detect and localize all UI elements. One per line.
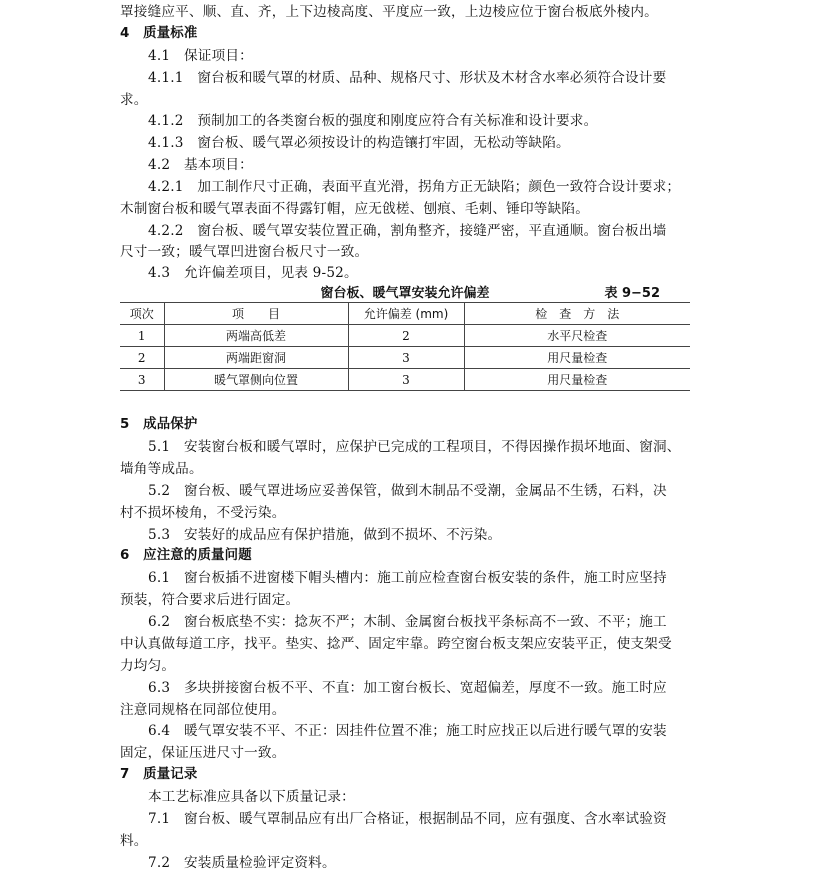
cell-method: 水平尺检查: [464, 325, 690, 347]
header-method: 检 查 方 法: [464, 303, 690, 325]
text-line: 5.1 安装窗台板和暖气罩时，应保护已完成的工程项目，不得因操作损坏地面、窗洞、: [148, 439, 681, 455]
text-line: 4.2 基本项目：: [148, 157, 253, 173]
table-title: 窗台板、暖气罩安装允许偏差: [320, 286, 490, 301]
text-line: 尺寸一致；暖气罩凹进窗台板尺寸一致。: [120, 244, 369, 260]
text-line: 4.1 保证项目：: [148, 48, 253, 64]
text-line: 7.2 安装质量检验评定资料。: [148, 855, 336, 871]
text-line: 木制窗台板和暖气罩表面不得露钉帽，应无戗槎、刨痕、毛刺、锤印等缺陷。: [120, 201, 589, 217]
text-line: 4.2.1 加工制作尺寸正确，表面平直光滑，拐角方正无缺陷；颜色一致符合设计要求；: [148, 179, 681, 195]
text-line: 注意同规格在同部位使用。: [120, 702, 286, 718]
section-heading: 6 应注意的质量问题: [120, 548, 252, 563]
text-line: 4.3 允许偏差项目，见表 9-52。: [148, 265, 358, 281]
text-line: 4.1.3 窗台板、暖气罩必须按设计的构造镶打牢固，无松动等缺陷。: [148, 135, 570, 151]
text-line: 本工艺标准应具备以下质量记录：: [148, 789, 355, 805]
text-line: 6.1 窗台板插不进窗楼下帽头槽内：施工前应检查窗台板安装的条件，施工时应坚持: [148, 570, 667, 586]
deviation-table: [120, 302, 690, 391]
text-line: 求。: [120, 92, 148, 108]
cell-index: 2: [120, 347, 164, 369]
cell-method: 用尺量检查: [464, 369, 690, 391]
table-row: [120, 325, 690, 347]
header-index: 项次: [120, 303, 164, 325]
table-caption: [120, 281, 690, 301]
text-line: 5.3 安装好的成品应有保护措施，做到不损坏、不污染。: [148, 527, 502, 543]
section-heading: 7 质量记录: [120, 767, 198, 782]
cell-tolerance: 3: [348, 347, 464, 369]
text-line: 6.2 窗台板底垫不实：捻灰不严；木制、金属窗台板找平条标高不一致、不平；施工: [148, 614, 667, 630]
table-row: [120, 369, 690, 391]
text-line: 4.1.2 预制加工的各类窗台板的强度和刚度应符合有关标准和设计要求。: [148, 113, 598, 129]
text-line: 预装，符合要求后进行固定。: [120, 592, 300, 608]
text-line: 6.4 暖气罩安装不平、不正：因挂件位置不准；施工时应找正以后进行暖气罩的安装: [148, 723, 667, 739]
table-row: [120, 347, 690, 369]
text-line: 料。: [120, 833, 148, 849]
header-item: 项 目: [164, 303, 348, 325]
table-header-row: [120, 303, 690, 325]
text-line: 力均匀。: [120, 658, 176, 674]
text-line: 罩接缝应平、顺、直、齐，上下边棱高度、平度应一致，上边棱应位于窗台板底外棱内。: [120, 4, 658, 20]
text-line: 固定，保证压进尺寸一致。: [120, 745, 286, 761]
text-line: 6.3 多块拼接窗台板不平、不直：加工窗台板长、宽超偏差，厚度不一致。施工时应: [148, 680, 667, 696]
cell-index: 3: [120, 369, 164, 391]
section-heading: 4 质量标准: [120, 26, 198, 41]
header-tolerance: 允许偏差 (mm): [348, 303, 464, 325]
text-line: 4.2.2 窗台板、暖气罩安装位置正确，割角整齐，接缝严密，平直通顺。窗台板出墙: [148, 223, 667, 239]
text-line: 墙角等成品。: [120, 461, 203, 477]
cell-item: 两端距窗洞: [164, 347, 348, 369]
text-line: 4.1.1 窗台板和暖气罩的材质、品种、规格尺寸、形状及木材含水率必须符合设计要: [148, 70, 667, 86]
cell-tolerance: 3: [348, 369, 464, 391]
section-heading: 5 成品保护: [120, 417, 198, 432]
cell-tolerance: 2: [348, 325, 464, 347]
cell-method: 用尺量检查: [464, 347, 690, 369]
text-line: 5.2 窗台板、暖气罩进场应妥善保管，做到木制品不受潮，金属品不生锈，石料，决: [148, 483, 667, 499]
cell-item: 暖气罩侧向位置: [164, 369, 348, 391]
cell-index: 1: [120, 325, 164, 347]
text-line: 中认真做每道工序，找平。垫实、捻严、固定牢靠。跨空窗台板支架应安装平正，使支架受: [120, 636, 672, 652]
cell-item: 两端高低差: [164, 325, 348, 347]
text-line: 村不损坏棱角，不受污染。: [120, 505, 286, 521]
table-number: 表 9−52: [604, 286, 660, 301]
text-line: 7.1 窗台板、暖气罩制品应有出厂合格证，根据制品不同，应有强度、含水率试验资: [148, 811, 667, 827]
